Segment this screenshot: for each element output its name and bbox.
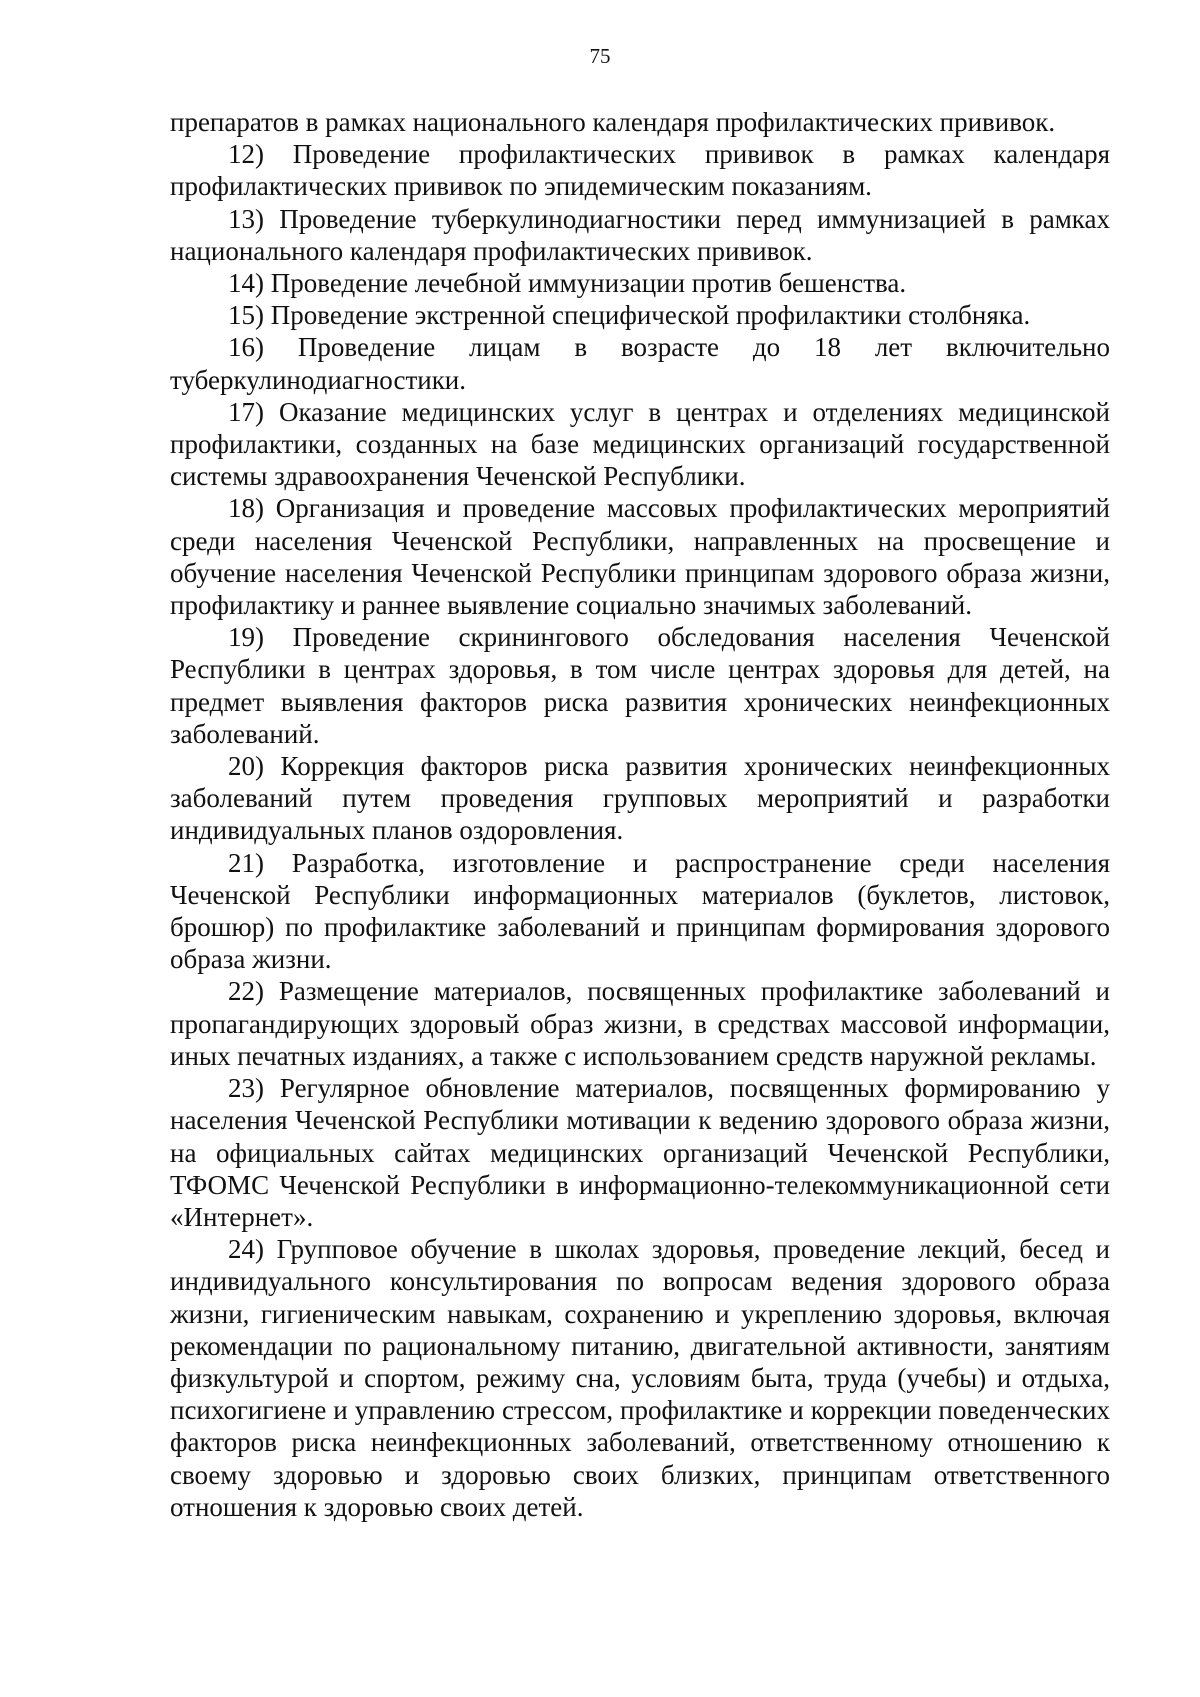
document-body <box>170 106 1110 1523</box>
paragraph-item-19: 19) Проведение скринингового обследования населения Чеченской Республики в центрах здоровья, в том числе центрах здоровья для детей, на предмет выявления факторов риска развития хронических неинфекционных заболеваний. <box>170 622 1110 749</box>
paragraph-item-23: 23) Регулярное обновление материалов, посвященных формированию у населения Чеченской Республики мотивации к ведению здорового образа жизни, на официальных сайтах медицинских организаций Чеченской Республики, ТФОМС Чеченской Республики в информационно-телекоммуникационной сети «Интернет». <box>170 1073 1110 1232</box>
paragraph-item-21: 21) Разработка, изготовление и распространение среди населения Чеченской Республики информационных материалов (буклетов, листовок, брошюр) по профилактике заболеваний и принципам формирования здорового образа жизни. <box>170 847 1110 975</box>
paragraph-item-16: 16) Проведение лицам в возрасте до 18 лет включительно туберкулинодиагностики. <box>170 332 1110 395</box>
paragraph-item-24: 24) Групповое обучение в школах здоровья, проведение лекций, бесед и индивидуального консультирования по вопросам ведения здорового образа жизни, гигиеническим навыкам, сохранению и укреплению здоровья, включая рекомендации по рациональному питанию, двигательной активности, занятиям физкультурой и спортом, режиму сна, условиям быта, труда (учебы) и отдыха, психогигиене и управлению стрессом, профилактике и коррекции поведенческих факторов риска неинфекционных заболеваний, ответственному отношению к своему здоровью и здоровью своих близких, принципам ответственного отношения к здоровью своих детей. <box>170 1234 1110 1522</box>
paragraph-item-22: 22) Размещение материалов, посвященных профилактике заболеваний и пропагандирующих здоровый образ жизни, в средствах массовой информации, иных печатных изданиях, а также с использованием средств наружной рекламы. <box>170 976 1110 1071</box>
paragraph-item-12: 12) Проведение профилактических прививок в рамках календаря профилактических прививок по эпидемическим показаниям. <box>170 139 1110 202</box>
paragraph-item-13: 13) Проведение туберкулинодиагностики перед иммунизацией в рамках национального календаря профилактических прививок. <box>170 203 1110 266</box>
paragraph-item-14: 14) Проведение лечебной иммунизации против бешенства. <box>228 268 907 299</box>
paragraph-item-20: 20) Коррекция факторов риска развития хронических неинфекционных заболеваний путем проведения групповых мероприятий и разработки индивидуальных планов оздоровления. <box>170 751 1110 846</box>
paragraph-item-15: 15) Проведение экстренной специфической профилактики столбняка. <box>228 300 1031 331</box>
paragraph-item-18: 18) Организация и проведение массовых профилактических мероприятий среди населения Чеченской Республики, направленных на просвещение и обучение населения Чеченской Республики принципам здорового образа жизни, профилактику и раннее выявление социально значимых заболеваний. <box>170 493 1110 621</box>
paragraph-continuation: препаратов в рамках национального календаря профилактических прививок. <box>170 107 1056 137</box>
page-number: 75 <box>589 44 611 68</box>
paragraph-item-17: 17) Оказание медицинских услуг в центрах и отделениях медицинской профилактики, созданных на базе медицинских организаций государственной системы здравоохранения Чеченской Республики. <box>170 396 1110 492</box>
